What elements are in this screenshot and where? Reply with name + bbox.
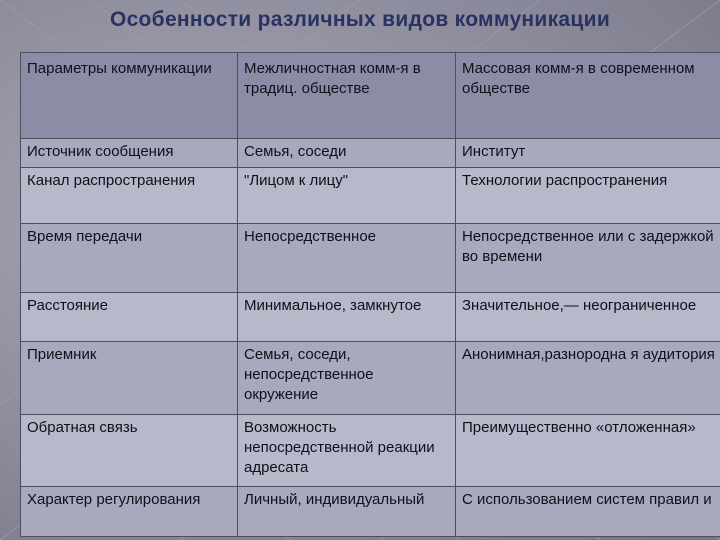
table-cell: Непосредственное или с задержкой во времени <box>456 224 720 293</box>
table-cell: Технологии распространения <box>456 168 720 224</box>
table-cell: Личный, индивидуальный <box>238 487 456 537</box>
table-cell: Семья, соседи <box>238 139 456 168</box>
table-cell: Непосредственное <box>238 224 456 293</box>
row-label: Характер регулирования <box>21 487 238 537</box>
table-cell: Семья, соседи, непосредственное окружение <box>238 342 456 415</box>
table-row <box>21 342 720 415</box>
table-header-row <box>21 53 720 139</box>
table-cell: С использованием систем правил и <box>456 487 720 537</box>
table-row <box>21 139 720 168</box>
row-label: Канал распространения <box>21 168 238 224</box>
table-row <box>21 293 720 342</box>
table-row <box>21 487 720 537</box>
row-label: Обратная связь <box>21 415 238 487</box>
header-cell-parameters: Параметры коммуникации <box>21 53 238 139</box>
table-cell: Значительное,— неограниченное <box>456 293 720 342</box>
table-row <box>21 415 720 487</box>
slide-title: Особенности различных видов коммуникации <box>109 8 611 31</box>
table-row <box>21 168 720 224</box>
row-label: Источник сообщения <box>21 139 238 168</box>
table-cell: Институт <box>456 139 720 168</box>
communication-comparison-table <box>20 52 720 537</box>
header-cell-interpersonal: Межличностная комм-я в традиц. обществе <box>238 53 456 139</box>
row-label: Приемник <box>21 342 238 415</box>
header-cell-mass: Массовая комм-я в современном обществе <box>456 53 720 139</box>
table-cell: Возможность непосредственной реакции адресата <box>238 415 456 487</box>
table-cell: "Лицом к лицу" <box>238 168 456 224</box>
table-row <box>21 224 720 293</box>
row-label: Время передачи <box>21 224 238 293</box>
row-label: Расстояние <box>21 293 238 342</box>
table-cell: Анонимная,разнородна я аудитория <box>456 342 720 415</box>
table-cell: Минимальное, замкнутое <box>238 293 456 342</box>
table-cell: Преимущественно «отложенная» <box>456 415 720 487</box>
